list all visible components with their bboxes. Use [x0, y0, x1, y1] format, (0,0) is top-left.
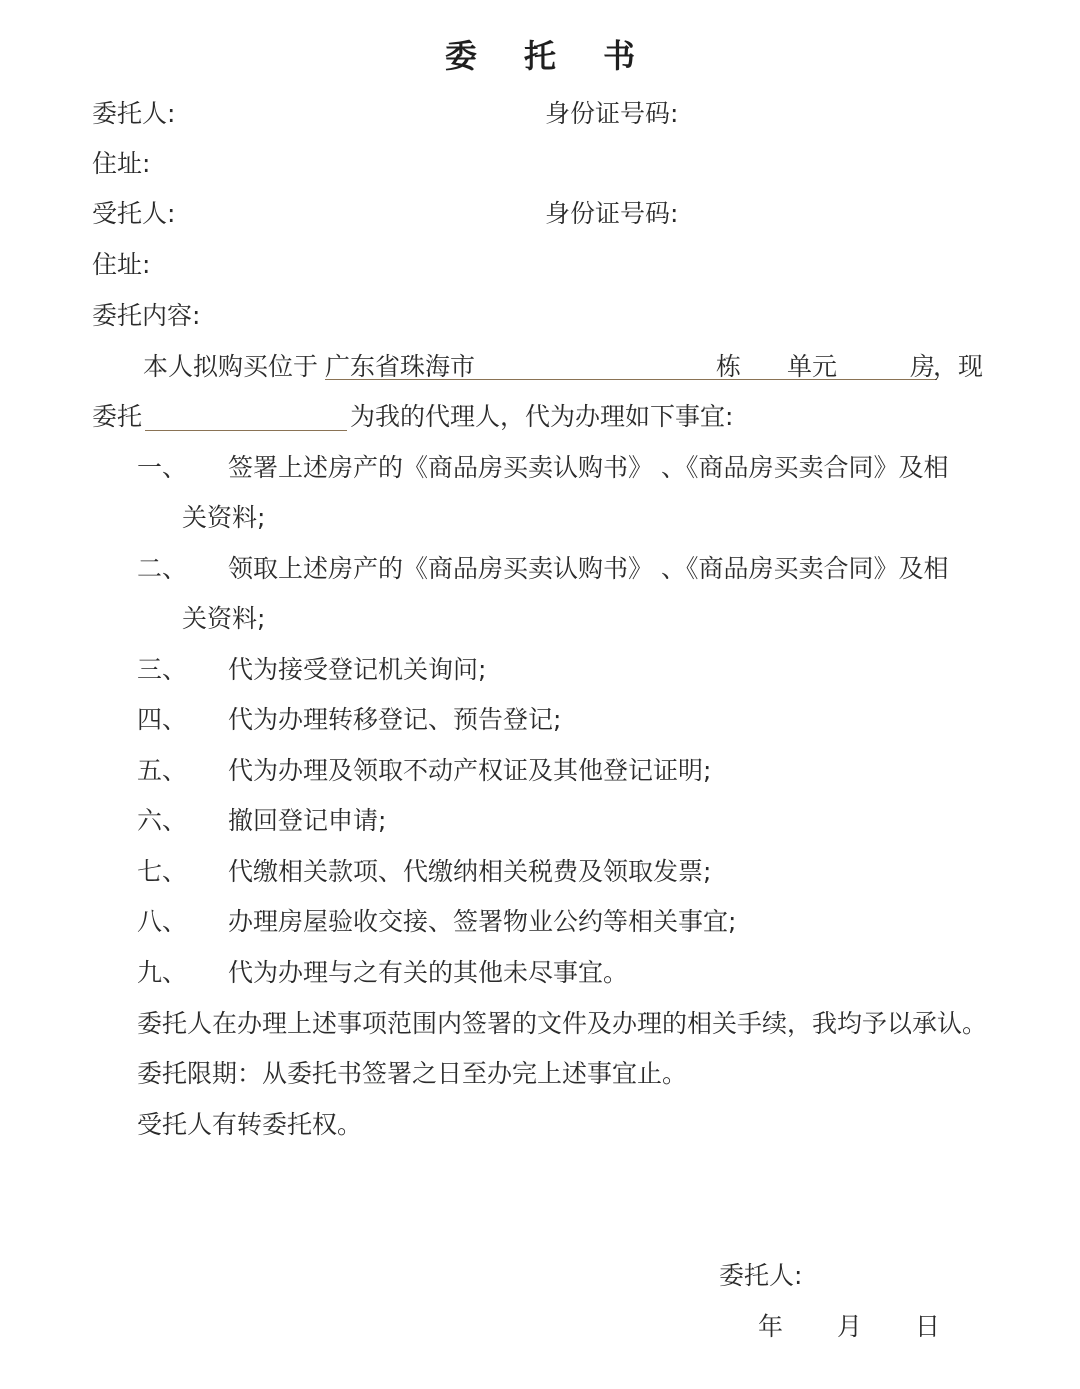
item-text: 代为办理转移登记、预告登记;	[228, 705, 562, 734]
term-text: 委托限期：从委托书签署之日至办完上述事宜止。	[137, 1059, 688, 1088]
item-number: 二、	[137, 554, 188, 583]
agent-address-label: 住址:	[92, 250, 151, 279]
principal-label: 委托人:	[92, 99, 176, 128]
agent-label: 受托人:	[92, 199, 176, 228]
entrust-prefix: 委托	[92, 402, 143, 431]
item-text: 办理房屋验收交接、签署物业公约等相关事宜;	[228, 907, 737, 936]
agent-id-label: 身份证号码:	[545, 199, 679, 228]
item-number: 三、	[137, 655, 188, 684]
date-day-label: 日	[915, 1312, 941, 1341]
item-text: 撤回登记申请;	[228, 806, 387, 835]
property-address-blank	[325, 379, 937, 380]
item-text: 签署上述房产的《商品房买卖认购书》 、《商品房买卖合同》及相	[228, 453, 949, 482]
acknowledgement-text: 委托人在办理上述事项范围内签署的文件及办理的相关手续，我均予以承认。	[137, 1009, 988, 1038]
entrust-suffix: 为我的代理人，代为办理如下事宜:	[350, 402, 734, 431]
item-number: 九、	[137, 958, 188, 987]
signature-principal-label: 委托人:	[719, 1261, 803, 1290]
item-continuation: 关资料;	[182, 503, 266, 532]
principal-id-label: 身份证号码:	[545, 99, 679, 128]
date-month-label: 月	[837, 1312, 863, 1341]
subdelegation-text: 受托人有转委托权。	[137, 1110, 363, 1139]
item-text: 代为办理及领取不动产权证及其他登记证明;	[228, 756, 712, 785]
item-continuation: 关资料;	[182, 604, 266, 633]
item-text: 代缴相关款项、代缴纳相关税费及领取发票;	[228, 857, 712, 886]
intro-continuation: ，现	[933, 352, 984, 381]
item-number: 五、	[137, 756, 188, 785]
item-number: 七、	[137, 857, 188, 886]
agent-name-blank	[145, 430, 347, 431]
intro-unit: 单元	[787, 352, 838, 381]
document-title: 委 托 书	[444, 37, 654, 75]
item-text: 代为办理与之有关的其他未尽事宜。	[228, 958, 629, 987]
date-year-label: 年	[758, 1312, 784, 1341]
item-text: 代为接受登记机关询问;	[228, 655, 487, 684]
intro-room: 房	[910, 352, 936, 381]
item-text: 领取上述房产的《商品房买卖认购书》 、《商品房买卖合同》及相	[228, 554, 949, 583]
item-number: 八、	[137, 907, 188, 936]
item-number: 四、	[137, 705, 188, 734]
item-number: 六、	[137, 806, 188, 835]
content-label: 委托内容:	[92, 301, 201, 330]
principal-address-label: 住址:	[92, 149, 151, 178]
intro-prefix: 本人拟购买位于	[143, 352, 319, 381]
intro-building: 栋	[716, 352, 742, 381]
item-number: 一、	[137, 453, 188, 482]
intro-location: 广东省珠海市	[325, 352, 476, 381]
